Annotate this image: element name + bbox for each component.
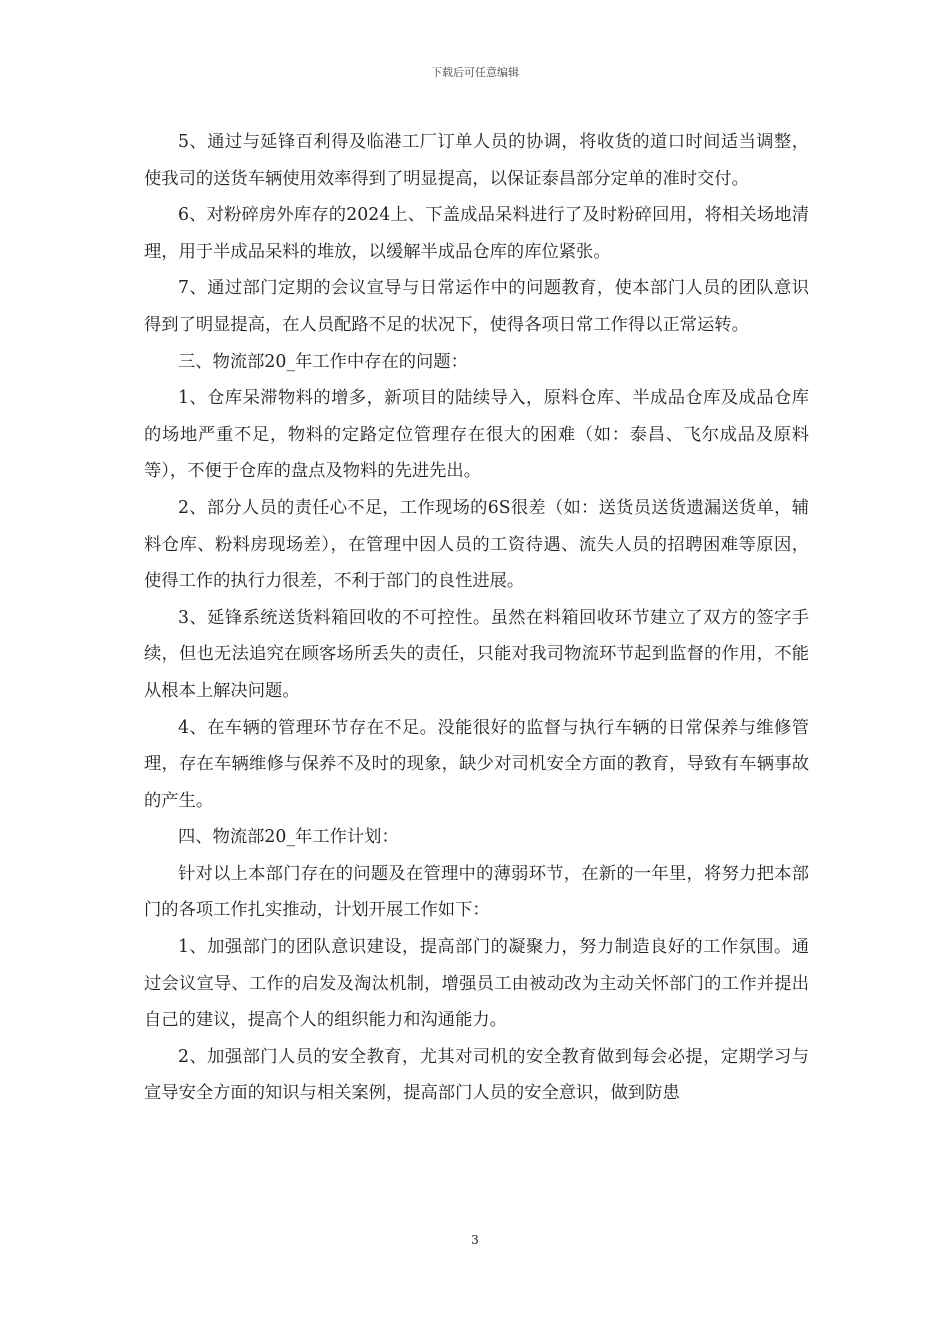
plan-item-1: 1、加强部门的团队意识建设，提高部门的凝聚力，努力制造良好的工作氛围。通过会议宣导、工作的启发及淘汰机制，增强员工由被动改为主动关怀部门的工作并提出自己的建议，提高个人的组织能力和沟通能力。 [144,937,809,1031]
problem-item-4: 4、在车辆的管理环节存在不足。没能很好的监督与执行车辆的日常保养与维修管理，存在车辆维修与保养不及时的现象，缺少对司机安全方面的教育，导致有车辆事故的产生。 [144,717,809,811]
document-body [144,124,809,1112]
page-header: 下载后可任意编辑 [431,66,519,79]
paragraph-item-5: 5、通过与延锋百利得及临港工厂订单人员的协调，将收货的道口时间适当调整，使我司的送货车辆使用效率得到了明显提高，以保证泰昌部分定单的准时交付。 [144,132,809,189]
problem-item-3: 3、延锋系统送货料箱回收的不可控性。虽然在料箱回收环节建立了双方的签字手续，但也无法追究在顾客场所丢失的责任，只能对我司物流环节起到监督的作用，不能从根本上解决问题。 [144,607,809,701]
problem-item-2: 2、部分人员的责任心不足，工作现场的6S很差（如：送货员送货遗漏送货单，辅料仓库、粉料房现场差），在管理中因人员的工资待遇、流失人员的招聘困难等原因，使得工作的执行力很差，不利于部门的良性进展。 [144,497,809,592]
plan-item-2: 2、加强部门人员的安全教育，尤其对司机的安全教育做到每会必提，定期学习与宣导安全方面的知识与相关案例，提高部门人员的安全意识，做到防患 [144,1046,809,1104]
section-heading-plan: 四、物流部20_年工作计划： [178,827,399,848]
paragraph-item-6: 6、对粉碎房外库存的2024上、下盖成品呆料进行了及时粉碎回用，将相关场地清理，用于半成品呆料的堆放，以缓解半成品仓库的库位紧张。 [144,205,809,262]
problem-item-1: 1、仓库呆滞物料的增多，新项目的陆续导入，原料仓库、半成品仓库及成品仓库的场地严重不足，物料的定路定位管理存在很大的困难（如：泰昌、飞尔成品及原料等），不便于仓库的盘点及物料的先进先出。 [144,388,809,482]
section-heading-problems: 三、物流部20_年工作中存在的问题： [178,351,468,372]
page-number: 3 [471,1233,479,1247]
paragraph-item-7: 7、通过部门定期的会议宣导与日常运作中的问题教育，使本部门人员的团队意识得到了明显提高，在人员配路不足的状况下，使得各项日常工作得以正常运转。 [144,278,809,335]
plan-intro: 针对以上本部门存在的问题及在管理中的薄弱环节，在新的一年里，将努力把本部门的各项工作扎实推动，计划开展工作如下： [144,863,809,921]
